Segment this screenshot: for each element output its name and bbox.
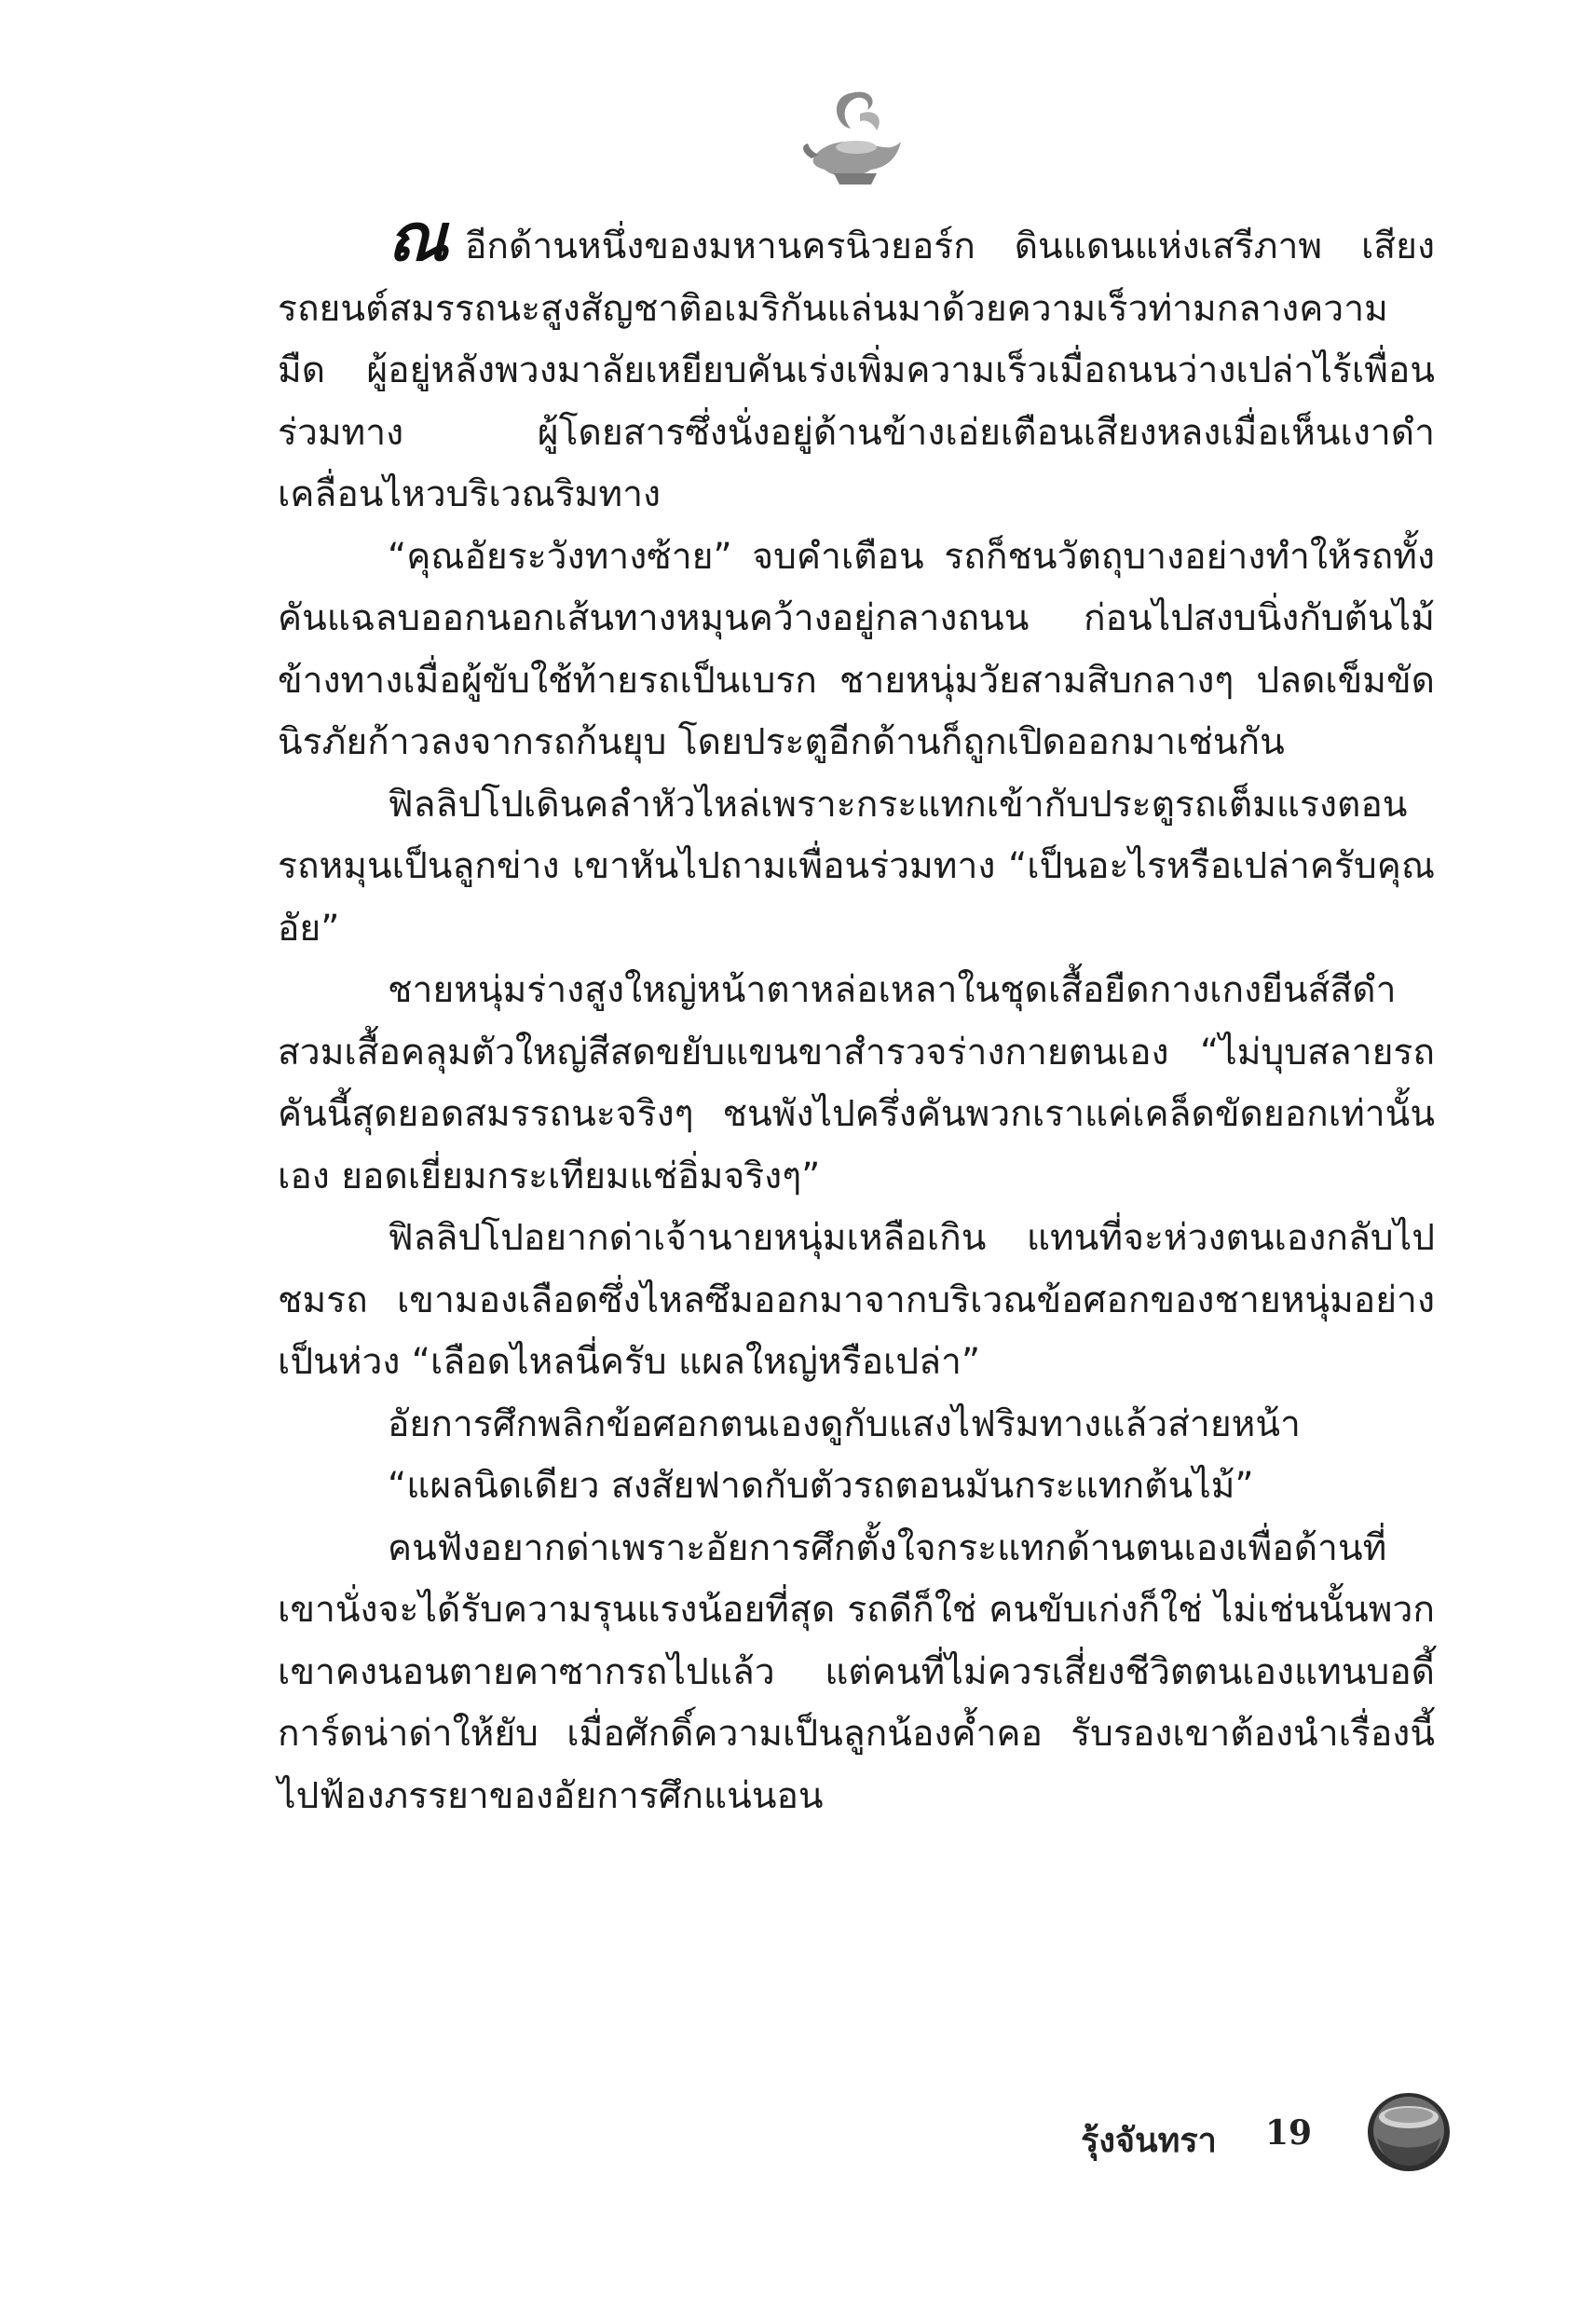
paragraph-2: “คุณอัยระวังทางซ้าย” จบคำเตือน รถก็ชนวัตถุบางอย่างทำให้รถทั้งคันแฉลบออกนอกเส้นทางหมุนคว้างอยู่กลางถนน ก่อนไปสงบนิ่งกับต้นไม้ข้างทางเมื่อผู้ขับใช้ท้ายรถเป็นเบรก ชายหนุ่มวัยสามสิบกลางๆ ปลดเข็มขัดนิรภัยก้าวลงจากรถก้นยุบ โดยประตูอีกด้านก็ถูกเปิดออกมาเช่นกัน [278,535,1435,763]
genie-lamp-icon [793,76,914,198]
page-number: 19 [1265,2113,1313,2153]
paragraph-8: คนฟังอยากด่าเพราะอัยการศึกตั้งใจกระแทกด้านตนเองเพื่อด้านที่เขานั่งจะได้รับความรุนแรงน้อยที่สุด รถดีก็ใช่ คนขับเก่งก็ใช่ ไม่เช่นนั้นพวกเขาคงนอนตายคาซากรถไปแล้ว แต่คนที่ไม่ควรเสี่ยงชีวิตตนเองแทนบอดี้การ์ดน่าด่าให้ยับ เมื่อศักดิ์ความเป็นลูกน้องค้ำคอ รับรองเขาต้องนำเรื่องนี้ไปฟ้องภรรยาของอัยการศึกแน่นอน [278,1526,1435,1817]
chapter-body [278,198,1435,1827]
paragraph-3: ฟิลลิปโปเดินคลำหัวไหล่เพราะกระแทกเข้ากับประตูรถเต็มแรงตอนรถหมุนเป็นลูกข่าง เขาหันไปถามเพื่อนร่วมทาง “เป็นอะไรหรือเปล่าครับคุณอัย” [278,783,1435,950]
book-title: รุ้งจันทรา [1081,2121,1217,2160]
paragraph-1-text: อีกด้านหนึ่งของมหานครนิวยอร์ก ดินแดนแห่งเสรีภาพ เสียงรถยนต์สมรรถนะสูงสัญชาติอเมริกันแล่นมาด้วยความเร็วท่ามกลางความมืด ผู้อยู่หลังพวงมาลัยเหยียบคันเร่งเพิ่มความเร็วเมื่อถนนว่างเปล่าไร้เพื่อนร่วมทาง ผู้โดยสารซึ่งนั่งอยู่ด้านข้างเอ่ยเตือนเสียงหลงเมื่อเห็นเงาดำเคลื่อนไหวบริเวณริมทาง [278,226,1435,515]
paragraph-5: ฟิลลิปโปอยากด่าเจ้านายหนุ่มเหลือเกิน แทนที่จะห่วงตนเองกลับไปชมรถ เขามองเลือดซึ่งไหลซึมออกมาจากบริเวณข้อศอกของชายหนุ่มอย่างเป็นห่วง “เลือดไหลนี่ครับ แผลใหญ่หรือเปล่า” [278,1217,1435,1383]
paragraph-1 [278,198,1435,526]
paragraph-6: อัยการศึกพลิกข้อศอกตนเองดูกับแสงไฟริมทางแล้วส่ายหน้า [388,1402,1301,1445]
paragraph-4: ชายหนุ่มร่างสูงใหญ่หน้าตาหล่อเหลาในชุดเสื้อยืดกางเกงยีนส์สีดำสวมเสื้อคลุมตัวใหญ่สีสดขยับแขนขาสำรวจร่างกายตนเอง “ไม่บุบสลายรถคันนี้สุดยอดสมรรถนะจริงๆ ชนพังไปครึ่งคันพวกเราแค่เคล็ดขัดยอกเท่านั้นเอง ยอดเยี่ยมกระเทียมแช่อิ่มจริงๆ” [278,969,1435,1197]
round-pot-icon [1362,2082,1455,2175]
dropcap: ณ [388,198,448,276]
paragraph-7: “แผลนิดเดียว สงสัยฟาดกับตัวรถตอนมันกระแทกต้นไม้” [388,1465,1254,1507]
